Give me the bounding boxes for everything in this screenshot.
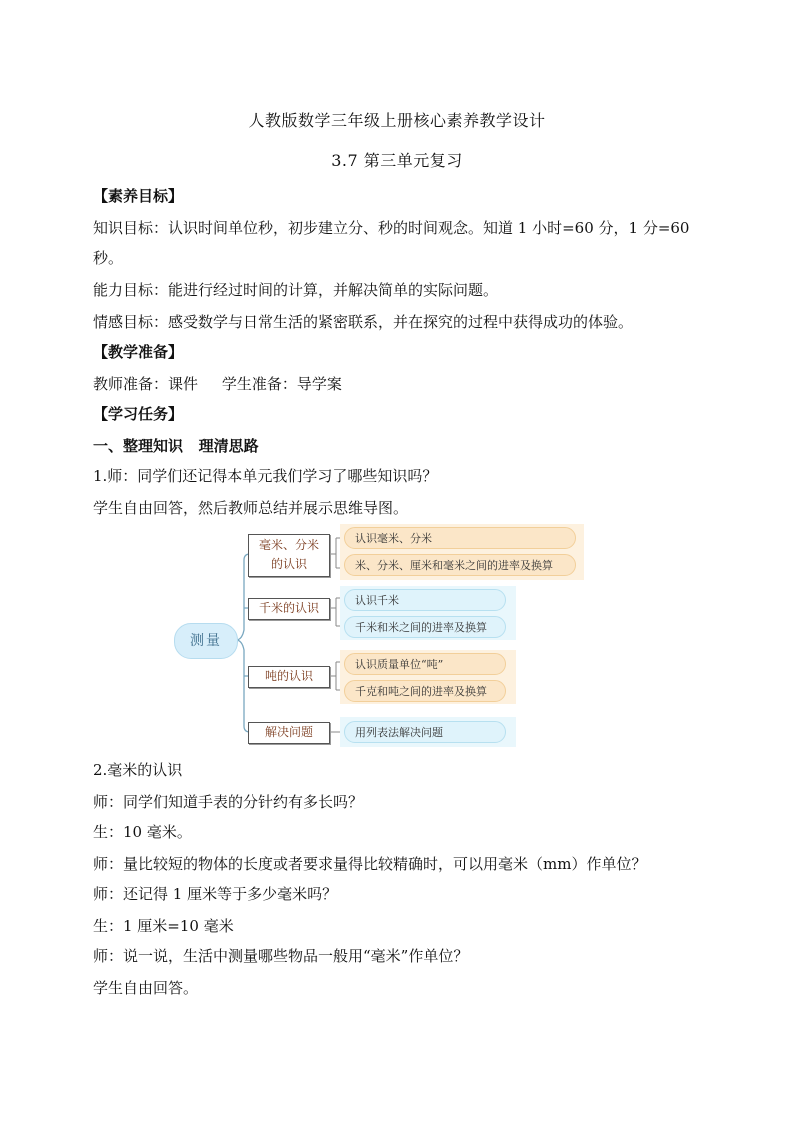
section-heading-preparation: 【教学准备】 <box>93 343 184 361</box>
subsection-heading-organize: 一、整理知识 理清思路 <box>93 437 259 455</box>
section-heading-goals: 【素养目标】 <box>93 187 184 205</box>
paragraph-knowledge-goal: 知识目标：认识时间单位秒，初步建立分、秒的时间观念。知道 1 小时=60 分，1 分=60 <box>93 219 690 237</box>
mind-map-category-kilometer: 千米的认识 <box>248 598 330 620</box>
paragraph-question-1: 1.师：同学们还记得本单元我们学习了哪些知识吗？ <box>93 467 438 485</box>
paragraph-student-reply-2: 生：1 厘米=10 毫米 <box>93 917 234 935</box>
paragraph-teacher-question: 师：同学们知道手表的分针约有多长吗？ <box>93 793 364 811</box>
paragraph-student-reply: 生：10 毫米。 <box>93 823 192 841</box>
document-subtitle: 3.7 第三单元复习 <box>331 151 463 170</box>
category-label-line2: 的认识 <box>270 557 307 571</box>
category-label-line1: 毫米、分米 <box>258 538 319 552</box>
mind-map-leaf: 千克和吨之间的进率及换算 <box>344 680 506 702</box>
paragraph-ability-goal: 能力目标：能进行经过时间的计算，并解决简单的实际问题。 <box>93 281 499 299</box>
mind-map-leaf: 米、分米、厘米和毫米之间的进率及换算 <box>344 554 576 576</box>
paragraph-teacher-explain: 师：量比较短的物体的长度或者要求量得比较精确时，可以用毫米（mm）作单位？ <box>93 855 647 873</box>
document-title: 人教版数学三年级上册核心素养教学设计 <box>248 111 546 130</box>
mind-map-root: 测量 <box>174 623 238 659</box>
mind-map-leaf: 认识质量单位“吨” <box>344 653 506 675</box>
paragraph-student-answer: 学生自由回答，然后教师总结并展示思维导图。 <box>93 499 409 517</box>
paragraph-teacher-question-2: 师：还记得 1 厘米等于多少毫米吗？ <box>93 885 338 903</box>
paragraph-emotion-goal: 情感目标：感受数学与日常生活的紧密联系，并在探究的过程中获得成功的体验。 <box>93 313 634 331</box>
subsection-heading-millimeter: 2.毫米的认识 <box>93 761 183 779</box>
paragraph-preparation: 教师准备：课件 学生准备：导学案 <box>93 375 342 393</box>
mind-map-leaf: 千米和米之间的进率及换算 <box>344 616 506 638</box>
mind-map-category-ton: 吨的认识 <box>248 666 330 688</box>
mind-map-category-problem-solving: 解决问题 <box>248 722 330 744</box>
mind-map-leaf: 认识千米 <box>344 589 506 611</box>
mind-map <box>170 520 590 750</box>
mind-map-leaf: 用列表法解决问题 <box>344 721 506 743</box>
section-heading-tasks: 【学习任务】 <box>93 405 184 423</box>
paragraph-knowledge-goal-cont: 秒。 <box>93 249 124 267</box>
paragraph-student-free-answer: 学生自由回答。 <box>93 979 199 997</box>
paragraph-teacher-question-3: 师：说一说，生活中测量哪些物品一般用“毫米”作单位？ <box>93 947 469 965</box>
mind-map-leaf: 认识毫米、分米 <box>344 527 576 549</box>
mind-map-category-millimeter <box>248 534 330 577</box>
